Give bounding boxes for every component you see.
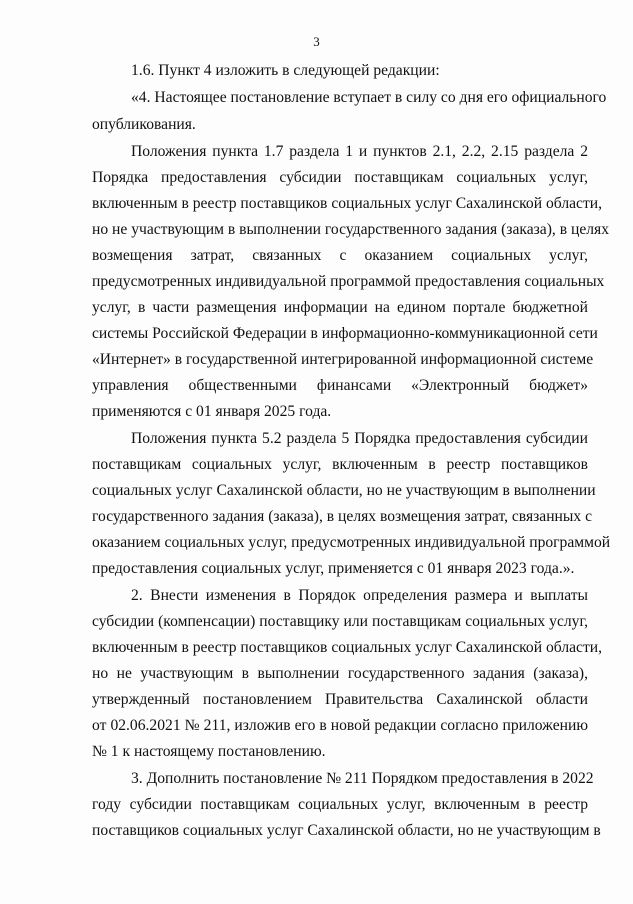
text-line: «Интернет» в государственной интегрированной информационной системе (92, 351, 594, 368)
text-line: от 02.06.2021 № 211, изложив его в новой редакции согласно приложению (92, 717, 588, 734)
text-line: возмещения затрат, связанных с оказанием социальных услуг, (92, 247, 588, 264)
text-line: году субсидии поставщикам социальных услуг, включенным в реестр (92, 796, 588, 813)
text-line: предусмотренных индивидуальной программой предоставления социальных (92, 273, 605, 290)
text-line: предоставления социальных услуг, применяется с 01 января 2023 года.». (92, 560, 575, 577)
text-line: применяются с 01 января 2025 года. (92, 403, 332, 420)
text-line: опубликования. (92, 116, 196, 133)
text-line: утвержденный постановлением Правительства Сахалинской области (92, 691, 588, 708)
text-line: оказанием социальных услуг, предусмотренных индивидуальной программой (92, 534, 611, 551)
text-line: системы Российской Федерации в информационно-коммуникационной сети (92, 325, 598, 342)
text-line: но не участвующим в выполнении государственного задания (заказа), в целях (92, 221, 609, 238)
page-number: 3 (313, 34, 320, 49)
text-line: но не участвующим в выполнении государственного задания (заказа), (92, 665, 588, 682)
text-line: Положения пункта 1.7 раздела 1 и пунктов 2.1, 2.2, 2.15 раздела 2 (131, 143, 588, 160)
text-line: управления общественными финансами «Электронный бюджет» (92, 377, 588, 394)
text-line: поставщикам социальных услуг, включенным в реестр поставщиков (92, 456, 588, 473)
text-line: Порядка предоставления субсидии поставщикам социальных услуг, (92, 169, 588, 186)
text-line: поставщиков социальных услуг Сахалинской области, но не участвующим в (92, 822, 601, 839)
text-line: услуг, в части размещения информации на едином портале бюджетной (92, 299, 588, 316)
text-line: государственного задания (заказа), в целях возмещения затрат, связанных с (92, 508, 592, 525)
text-line: № 1 к настоящему постановлению. (92, 743, 326, 760)
text-line: 2. Внести изменения в Порядок определения размера и выплаты (131, 587, 588, 604)
text-line: Положения пункта 5.2 раздела 5 Порядка предоставления субсидии (131, 430, 588, 447)
text-line: включенным в реестр поставщиков социальных услуг Сахалинской области, (92, 639, 603, 656)
text-line: субсидии (компенсации) поставщику или поставщикам социальных услуг, (92, 613, 588, 630)
text-line: 3. Дополнить постановление № 211 Порядком предоставления в 2022 (131, 770, 594, 787)
text-line: социальных услуг Сахалинской области, но не участвующим в выполнении (92, 482, 596, 499)
text-line: «4. Настоящее постановление вступает в силу со дня его официального (131, 89, 607, 106)
text-line: включенным в реестр поставщиков социальных услуг Сахалинской области, (92, 195, 603, 212)
text-line: 1.6. Пункт 4 изложить в следующей редакции: (131, 62, 440, 79)
